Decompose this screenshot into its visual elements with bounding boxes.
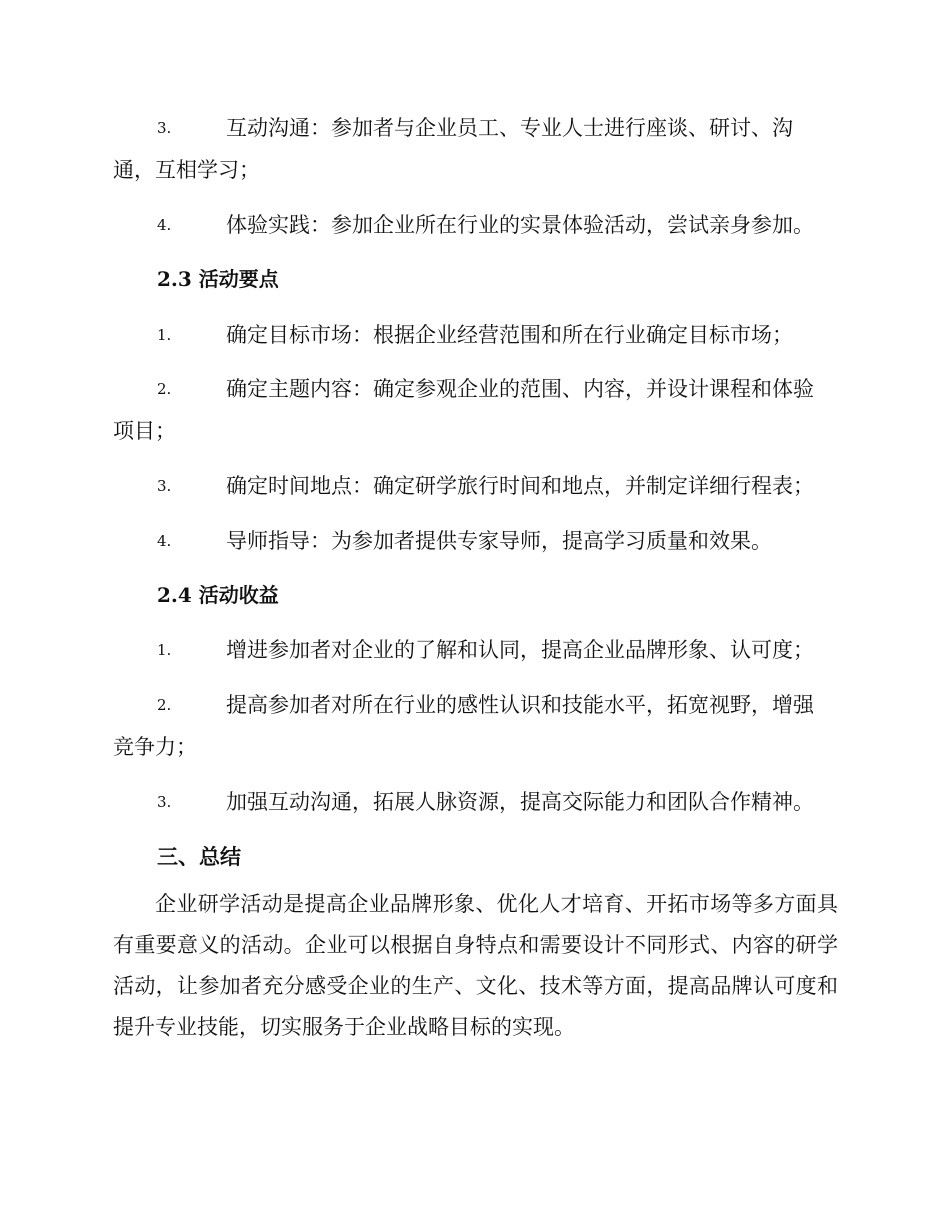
section-heading-summary: 三、总结 [157, 844, 241, 869]
list-item-number: 2. [157, 380, 172, 398]
list-item-number: 3. [157, 793, 172, 811]
list-item-text-continued: 通，互相学习； [113, 158, 260, 182]
list-item-text: 加强互动沟通，拓展人脉资源，提高交际能力和团队合作精神。 [226, 790, 814, 814]
list-item-number: 2. [157, 696, 172, 714]
list-item-text: 确定主题内容：确定参观企业的范围、内容，并设计课程和体验 [226, 377, 814, 401]
list-item-number: 1. [157, 641, 172, 659]
list-item-text: 导师指导：为参加者提供专家导师，提高学习质量和效果。 [226, 529, 772, 553]
list-item-number: 3. [157, 119, 172, 137]
list-item-text: 确定目标市场：根据企业经营范围和所在行业确定目标市场； [226, 323, 793, 347]
list-item-text: 确定时间地点：确定研学旅行时间和地点，并制定详细行程表； [226, 474, 814, 498]
list-item-text: 互动沟通：参加者与企业员工、专业人士进行座谈、研讨、沟 [226, 116, 793, 140]
list-item-number: 4. [157, 216, 172, 234]
list-item-text: 增进参加者对企业的了解和认同，提高企业品牌形象、认可度； [226, 638, 814, 662]
list-item-number: 4. [157, 532, 172, 550]
list-item-text-continued: 竞争力； [113, 735, 197, 759]
list-item-text-continued: 项目； [113, 419, 176, 443]
list-item-number: 1. [157, 326, 172, 344]
list-item-text: 体验实践：参加企业所在行业的实景体验活动，尝试亲身参加。 [226, 213, 814, 237]
section-heading-2-4: 2.4 活动收益 [157, 583, 279, 607]
list-item-text: 提高参加者对所在行业的感性认识和技能水平，拓宽视野，增强 [226, 693, 814, 717]
summary-paragraph: 企业研学活动是提高企业品牌形象、优化人才培育、开拓市场等多方面具有重要意义的活动。企业可以根据自身特点和需要设计不同形式、内容的研学活动，让参加者充分感受企业的生产、文化、技术等方面，提高品牌认可度和提升专业技能，切实服务于企业战略目标的实现。 [113, 892, 838, 1039]
section-heading-2-3: 2.3 活动要点 [157, 267, 279, 291]
list-item-number: 3. [157, 477, 172, 495]
